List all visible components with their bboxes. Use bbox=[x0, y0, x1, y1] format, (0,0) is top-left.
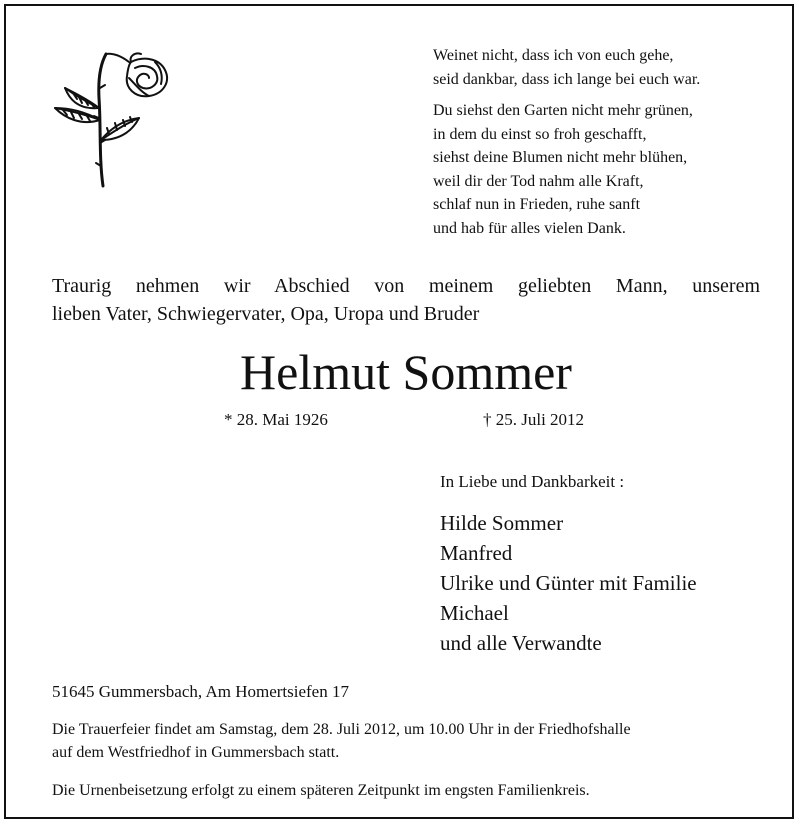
mourner-name: Ulrike und Günter mit Familie bbox=[440, 571, 697, 595]
poem-line: schlaf nun in Frieden, ruhe sanft bbox=[433, 196, 641, 213]
obituary-frame bbox=[4, 4, 794, 819]
poem bbox=[433, 44, 783, 248]
mourner-name: Hilde Sommer bbox=[440, 511, 564, 535]
mourner-name: und alle Verwandte bbox=[440, 631, 602, 655]
mourner-name: Manfred bbox=[440, 541, 513, 565]
poem-line: und hab für alles vielen Dank. bbox=[433, 219, 626, 237]
poem-line: seid dankbar, dass ich lange bei euch war. bbox=[433, 70, 701, 88]
poem-stanza-1 bbox=[433, 44, 783, 91]
intro-line: Traurig nehmen wir Abschied von meinem geliebten Mann, unserem bbox=[52, 275, 760, 297]
rose-icon bbox=[51, 48, 171, 188]
mourners-list bbox=[440, 508, 697, 658]
address: 51645 Gummersbach, Am Homertsiefen 17 bbox=[52, 682, 349, 701]
intro-line: lieben Vater, Schwiegervater, Opa, Uropa und Bruder bbox=[52, 303, 480, 325]
service-line: Die Trauerfeier findet am Samstag, dem 28. Juli 2012, um 10.00 Uhr in der Friedhofshalle bbox=[52, 721, 631, 738]
deceased-name: Helmut Sommer bbox=[240, 344, 572, 400]
mourners-heading: In Liebe und Dankbarkeit : bbox=[440, 472, 625, 491]
urn-burial-info: Die Urnenbeisetzung erfolgt zu einem späteren Zeitpunkt im engsten Familienkreis. bbox=[52, 782, 590, 799]
poem-line: weil dir der Tod nahm alle Kraft, bbox=[433, 172, 644, 190]
service-info bbox=[52, 718, 772, 764]
birth-date: * 28. Mai 1926 bbox=[224, 410, 328, 429]
death-date: † 25. Juli 2012 bbox=[483, 410, 585, 429]
mourner-name: Michael bbox=[440, 601, 509, 625]
poem-stanza-2 bbox=[433, 99, 783, 240]
intro-text bbox=[52, 272, 760, 328]
poem-line: Weinet nicht, dass ich von euch gehe, bbox=[433, 47, 674, 64]
poem-line: Du siehst den Garten nicht mehr grünen, bbox=[433, 102, 693, 119]
poem-line: in dem du einst so froh geschafft, bbox=[433, 125, 647, 143]
poem-line: siehst deine Blumen nicht mehr blühen, bbox=[433, 149, 688, 166]
service-line: auf dem Westfriedhof in Gummersbach statt. bbox=[52, 744, 340, 761]
